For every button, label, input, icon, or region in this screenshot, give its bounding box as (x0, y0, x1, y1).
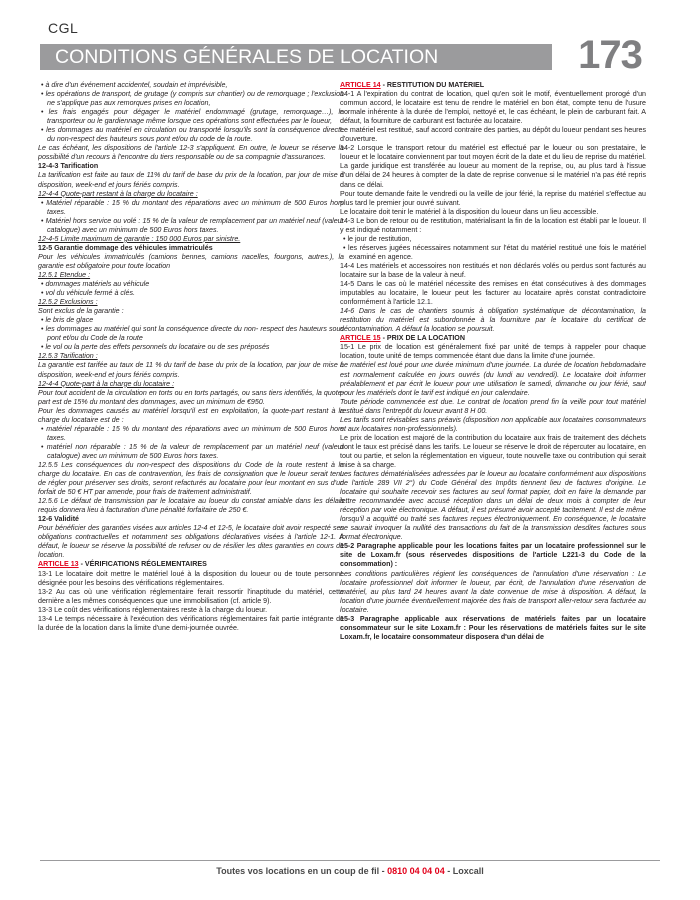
paragraph (340, 307, 646, 334)
text: Le matériel est loué pour une durée minimum d'une journée. La durée de location hebdomadaire est normalement calculée en jours ouvrés (du lundi au vendredi). Le locataire doit informer préalablement et par écrit le loueur pour une utilisation le samedi, dimanche ou jour férié, sauf pour les matériels dont le tarif est indiqué en jour calendaire. (340, 361, 646, 397)
paragraph (38, 407, 344, 425)
paragraph (38, 570, 344, 588)
paragraph (340, 416, 646, 434)
paragraph (340, 90, 646, 126)
article-title: - VÉRIFICATIONS RÉGLEMENTAIRES (78, 560, 207, 569)
footer-phone: 0810 04 04 04 (387, 866, 445, 876)
text: les opérations de transport, de grutage (y compris sur chantier) ou de remorquage ; l'exclusion ne s'applique pas aux remorques prises en location, (45, 90, 344, 108)
text: 12.5.5 Les conséquences du non-respect des dispositions du Code de la route restent à la charge du locataire. En cas de contravention, les frais de consignation que le loueur serait tenu de régler pour préserver ses droits, seront refacturés au locataire pour leur montant en sus d'un forfait de 50 € HT par amende, pour frais de traitement administratif. (38, 460, 344, 497)
bullet-icon: • (41, 316, 46, 325)
footer-separator: - (444, 866, 453, 876)
page-title: CONDITIONS GÉNÉRALES DE LOCATION (55, 46, 439, 68)
text: 12.5.1 Etendue : (38, 270, 91, 279)
text: Pour toute demande faite le vendredi ou la veille de jour férié, la reprise du matériel s'effectue au plus tard le premier jour ouvré suivant. (340, 189, 646, 207)
paragraph (38, 380, 344, 389)
text: 15-2 Paragraphe applicable pour les locations faites par un locataire professionnel sur le site de Loxam.fr (sous réservedes dispositions de l'article L221-3 du Code de la consommation) : (340, 542, 646, 569)
text: les frais engagés pour dégager le matériel endommagé (grutage, remorquage…), le transporteur ou le gardiennage même lorsque ces opérations sont effectuées par le loueur, (47, 108, 344, 126)
article-title: - PRIX DE LA LOCATION (380, 334, 465, 343)
bullet-item (340, 235, 646, 244)
paragraph (340, 280, 646, 307)
paragraph (38, 524, 344, 560)
brand-label: CGL (48, 20, 79, 36)
bullet-item (340, 244, 646, 262)
article-heading (340, 334, 646, 343)
bullet-item (38, 280, 344, 289)
bullet-item (38, 316, 344, 325)
text: 12-4-3 Tarification (38, 162, 99, 171)
paragraph (340, 542, 646, 569)
text: La tarification est faite au taux de 11% du tarif de base du prix de la location, par jour de mise à disposition, week-end et jours fériés compris. (38, 171, 344, 189)
paragraph (38, 588, 344, 606)
paragraph (340, 615, 646, 642)
text: 12.5.6 Le défaut de transmission par le locataire au loueur du constat amiable dans les délais requis donnera lieu à facturation d'une pénalité forfaitaire de 250 €. (38, 497, 344, 515)
paragraph (340, 144, 646, 189)
article-label: ARTICLE 15 (340, 334, 381, 343)
paragraph (38, 497, 344, 515)
text: matériel non réparable : 15 % de la valeur de remplacement par un matériel neuf (valeur catalogue) avec un minimum de 500 Euros hors taxes. (46, 442, 344, 460)
text: Sont exclus de la garantie : (38, 307, 124, 316)
text: le jour de restitution, (347, 234, 412, 243)
bullet-item (38, 108, 344, 126)
text: 13-1 Le locataire doit mettre le matériel loué à la disposition du loueur ou de toute personne désignée pour les besoins des vérifications réglementaires. (38, 569, 344, 587)
paragraph (38, 244, 344, 253)
bullet-icon: • (41, 424, 47, 433)
paragraph (38, 361, 344, 379)
paragraph (340, 398, 646, 416)
bullet-item (38, 289, 344, 298)
text: Le matériel est restitué, sauf accord contraire des parties, au dépôt du loueur pendant ses heures d'ouverture. (340, 126, 646, 144)
text: 13-3 Le coût des vérifications réglementaires reste à la charge du loueur. (38, 605, 268, 614)
text: 15-1 Le prix de location est généralement fixé par unité de temps à rappeler pour chaque location, toute unité de temps commencée étant due dans la limite d'une journée. (340, 343, 646, 361)
paragraph (38, 615, 344, 633)
text: 12-6 Validité (38, 515, 80, 524)
bullet-item (38, 217, 344, 235)
bullet-icon: • (41, 289, 46, 298)
paragraph (38, 253, 344, 271)
text: Matériel réparable : 15 % du montant des réparations avec un minimum de 500 Euros hors taxes. (46, 198, 344, 216)
text: le bris de glace (45, 316, 94, 325)
paragraph (340, 208, 646, 217)
paragraph (340, 217, 646, 235)
text: les dommages au matériel qui sont la conséquence directe du non- respect des hauteurs sous pont et/ou du Code de la route (45, 325, 344, 343)
text: 14-6 Dans le cas de chantiers soumis à obligation systématique de décontamination, la restitution du matériel est subordonnée à la fourniture par le locataire du certificat de décontamination. A défaut la location se poursuit. (340, 307, 646, 334)
text: 13-4 Le temps nécessaire à l'exécution des vérifications réglementaires fait partie intégrante de la durée de la location dans la limite d'une demi-journée ouvrée. (38, 614, 344, 632)
article-title: - RESTITUTION DU MATÉRIEL (380, 81, 485, 89)
text: à dire d'un événement accidentel, soudain et imprévisible, (45, 81, 228, 89)
bullet-item (38, 126, 344, 144)
paragraph (340, 434, 646, 470)
paragraph (340, 470, 646, 542)
paragraph (340, 190, 646, 208)
paragraph (38, 235, 344, 244)
text: Pour bénéficier des garanties visées aux articles 12-4 et 12-5, le locataire doit avoir respecté ses obligations contractuelles et notamment ses obligations déclaratives visées à l'article 12-1. A défaut, le loueur se réserve la possibilité de refuser ou de résilier les dites garanties en cours de location. (38, 524, 344, 560)
paragraph (340, 361, 646, 397)
bullet-icon: • (41, 81, 46, 89)
text: 14-3 Le bon de retour ou de restitution, matérialisant la fin de la location est établi par le loueur. Il y est indiqué notamment : (340, 216, 646, 234)
text: 13-2 Au cas où une vérification réglementaire ferait ressortir l'inaptitude du matériel, cette dernière a les mêmes conséquences que une immobilisation (cf. article 9). (38, 587, 344, 605)
paragraph (38, 515, 344, 524)
paragraph (340, 570, 646, 615)
paragraph (340, 343, 646, 361)
text: 14-4 Les matériels et accessoires non restitués et non déclarés volés ou perdus sont facturés au locataire sur la base de la valeur à neuf. (340, 261, 646, 279)
paragraph (38, 307, 344, 316)
text: 14-1 A l'expiration du contrat de location, quel qu'en soit le motif, éventuellement prorogé d'un commun accord, le locataire est tenu de rendre le matériel en bon état, compte tenu de l'usure normale inhérente à la durée de l'emploi, nettoyé et, le cas échéant, le plein de carburant fait. A défaut, la fourniture de carburant est facturée au locataire. (340, 90, 646, 126)
text: 12-5 Garantie dommage des véhicules immatriculés (38, 243, 213, 252)
bullet-item (38, 443, 344, 461)
text: les réserves jugées nécessaires notamment sur l'état du matériel restitué une fois le matériel examiné en agence. (348, 243, 646, 261)
text: 14-2 Lorsque le transport retour du matériel est effectué par le loueur ou son prestataire, le loueur et le locataire conviennent par tout moyen écrit de la date et du lieu de reprise du matériel. La garde juridique est transférée au loueur au moment de la reprise, ou, au plus tard à l'issue d'un délai de 24 heures à compter de la date de reprise convenue si le matériel n'a pas été repris dans ce délai. (340, 144, 646, 189)
paragraph (38, 606, 344, 615)
text: 14-5 Dans le cas où le matériel nécessite des remises en état consécutives à des dommages imputables au locataire, le loueur peut les facturer au locataire après constat contradictoire conformément à l'article 12.1. (340, 280, 646, 307)
article-label: ARTICLE 14 (340, 81, 381, 89)
paragraph (340, 126, 646, 144)
paragraph (38, 298, 344, 307)
text: Matériel hors service ou volé : 15 % de la valeur de remplacement par un matériel neuf (valeur catalogue) avec un minimum de 500 Euros hors taxes. (45, 216, 344, 234)
paragraph (38, 190, 344, 199)
text: Le cas échéant, les dispositions de l'article 12-3 s'appliquent. En outre, le loueur se réserve la possibilité d'un recours à l'encontre du tiers responsable ou de sa compagnie d'assurances. (38, 144, 344, 162)
bullet-item (38, 81, 344, 90)
bullet-icon: • (41, 442, 47, 451)
bullet-icon: • (41, 325, 46, 334)
bullet-icon: • (41, 108, 49, 117)
text: les dommages au matériel en circulation ou transporté lorsqu'ils sont la conséquence directe du non-respect des hauteurs sous pont et/ou du code de la route. (46, 126, 344, 144)
text: Pour tout accident de la circulation en torts ou en torts partagés, ou sans tiers identifiés, la quote-part est de 15% du montant des dommages, avec un minimum de €950. (38, 388, 344, 406)
bullet-icon: • (41, 343, 46, 352)
bullet-item (38, 325, 344, 343)
text: Les tarifs sont révisables sans préavis (disposition non applicable aux locataires consommateurs et aux locataires non-professionnels). (340, 415, 646, 433)
bullet-item (38, 199, 344, 217)
text: Les conditions particulières régient les conséquences de l'annulation d'une réservation : Le locataire professionnel doit informer le loueur, par écrit, de l'annulation d'une réservation de matériel, au plus tard 24 heures avant la date convenue de mise à disposition. A défaut, la location d'une journée éventuellement majorée des frais de transport aller-retour sera facturée au locataire. (340, 569, 646, 614)
paragraph (38, 271, 344, 280)
text: La garantie est tarifée au taux de 11 % du tarif de base du prix de la location, par jour de mise à disposition, week-end et jours fériés compris. (38, 361, 344, 379)
bullet-item (38, 90, 344, 108)
text: Pour les dommages causés au matériel lorsqu'il est en exploitation, la quote-part restant à la charge du locataire est de : (38, 406, 344, 424)
text: 12.5.3 Tarification : (38, 352, 98, 361)
footer-prefix: Toutes vos locations en un coup de fil - (216, 866, 388, 876)
article-label: ARTICLE 13 (38, 560, 79, 569)
bullet-icon: • (41, 198, 47, 207)
text: 12-4-4 Quote-part à la charge du locataire : (38, 379, 175, 388)
paragraph (38, 162, 344, 171)
paragraph (340, 262, 646, 280)
left-column (38, 81, 344, 851)
article-heading (340, 81, 646, 90)
bullet-icon: • (41, 216, 46, 225)
bullet-icon: • (41, 126, 47, 135)
text: Le prix de location est majoré de la contribution du locataire aux frais de traitement des déchets dont le taux est précisé dans les tarifs. Le loueur se réserve le droit de répercuter au locataire, en tout ou partie, et selon la réglementation en vigueur, toute nouvelle taxe ou contribution qui serait mise à sa charge. (340, 433, 646, 469)
bullet-item (38, 425, 344, 443)
text: le vol ou la perte des effets personnels du locataire ou de ses préposés (45, 343, 270, 352)
text: 12-4-4 Quote-part restant à la charge du locataire : (38, 189, 198, 198)
text: Les factures dématérialisées adressées par le loueur au locataire conformément aux dispositions de l'article 289 VII 2°) du Code Général des Impôts tiennent lieu de factures d'origine. Le locataire qui souhaite recevoir ses factures au seul format papier, doit en faire la demande par lettre recommandée avec accusé réception dans un délai de deux mois à compter de leur réception par voie électronique. A défaut, il est présumé avoir accepté tacitement. Il est de même lorsqu'il a acquitté ou traité ses factures reçues électroniquement. En conséquence, le locataire ne saurait invoquer la nullité des transactions du fait de la transmission desdites factures sous format électronique. (340, 470, 646, 542)
article-heading (38, 560, 344, 569)
right-column (340, 81, 646, 851)
paragraph (38, 144, 344, 162)
text: 12.5.2 Exclusions : (38, 298, 98, 307)
footer-brand: Loxcall (452, 866, 484, 876)
text: matériel réparable : 15 % du montant des réparations avec un minimum de 500 Euros hors taxes. (46, 424, 344, 442)
text: Le locataire doit tenir le matériel à la disposition du loueur dans un lieu accessible. (340, 207, 599, 216)
paragraph (38, 389, 344, 407)
bullet-icon: • (343, 243, 349, 252)
bullet-item (38, 343, 344, 352)
footer-divider (40, 860, 660, 861)
paragraph (38, 171, 344, 189)
bullet-icon: • (41, 90, 46, 99)
text: 15-3 Paragraphe applicable aux réservations de matériels faites par un locataire consommateur sur le site Loxam.fr : Pour les réservations de matériels faites sur le site Loxam.fr, le locataire consommateur disposera d'un délai de (340, 614, 646, 641)
text: dommages matériels au véhicule (45, 280, 150, 289)
footer (40, 866, 660, 876)
paragraph (38, 461, 344, 497)
page-number: 173 (578, 33, 642, 77)
text: vol du véhicule fermé à clés. (45, 289, 135, 298)
text: Toute période commencée est due. Le contrat de location prend fin la veille pour tout matériel restitué dans l'entrepôt du loueur avant 8 H 00. (340, 397, 646, 415)
bullet-icon: • (343, 234, 348, 243)
paragraph (38, 352, 344, 361)
text: Pour les véhicules immatriculés (camions bennes, camions nacelles, fourgons, autres.), la garantie est obligatoire pour toute location (38, 252, 344, 270)
text: 12-4-5 Limite maximum de garantie : 150 000 Euros par sinistre. (38, 234, 241, 243)
bullet-icon: • (41, 280, 46, 289)
